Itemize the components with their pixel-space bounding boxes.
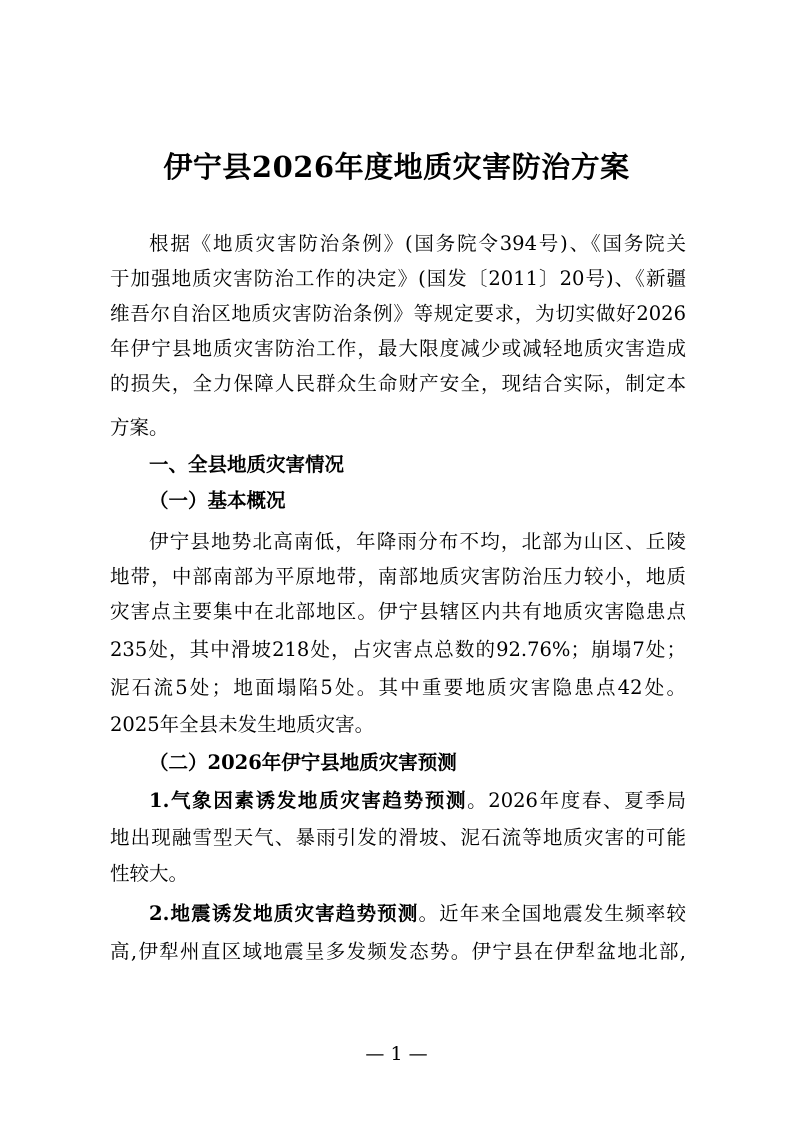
intro-line: 于加强地质灾害防治工作的决定》(国发〔2011〕20号)、《新疆 xyxy=(110,267,686,290)
body-line: 地出现融雪型天气、暴雨引发的滑坡、泥石流等地质灾害的可能 xyxy=(110,826,686,849)
body-line: 泥石流5处；地面塌陷5处。其中重要地质灾害隐患点42处。 xyxy=(110,676,686,699)
item-title: 2.地震诱发地质灾害趋势预测 xyxy=(149,902,419,925)
body-line xyxy=(149,901,686,927)
intro-line: 方案。 xyxy=(110,416,169,439)
item-title: 1.气象因素诱发地质灾害趋势预测 xyxy=(149,789,468,812)
subsection-heading: （二）2026年伊宁县地质灾害预测 xyxy=(149,751,457,774)
body-line: 高,伊犁州直区域地震呈多发频发态势。伊宁县在伊犁盆地北部, xyxy=(110,940,686,963)
document-title: 伊宁县2026年度地质灾害防治方案 xyxy=(163,150,630,184)
body-line xyxy=(149,788,686,814)
intro-line: 年伊宁县地质灾害防治工作，最大限度减少或减轻地质灾害造成 xyxy=(110,337,686,360)
subsection-heading: （一）基本概况 xyxy=(149,489,286,512)
body-line: 地带，中部南部为平原地带，南部地质灾害防治压力较小，地质 xyxy=(110,565,686,588)
body-line: 235处，其中滑坡218处，占灾害点总数的92.76%；崩塌7处； xyxy=(110,638,686,661)
body-line: 伊宁县地势北高南低，年降雨分布不均，北部为山区、丘陵 xyxy=(149,530,686,553)
intro-line: 的损失，全力保障人民群众生命财产安全，现结合实际，制定本 xyxy=(110,372,686,395)
page-number: — 1 — xyxy=(365,1043,428,1065)
intro-line: 根据《地质灾害防治条例》(国务院令394号)、《国务院关 xyxy=(149,232,686,255)
section-heading: 一、全县地质灾害情况 xyxy=(149,453,345,476)
intro-line: 维吾尔自治区地质灾害防治条例》等规定要求，为切实做好2026 xyxy=(110,302,686,325)
item-text: 。近年来全国地震发生频率较 xyxy=(418,902,686,925)
body-line: 2025年全县未发生地质灾害。 xyxy=(110,713,375,736)
item-text: 。2026年度春、夏季局 xyxy=(467,789,686,812)
body-line: 性较大。 xyxy=(110,862,189,885)
body-line: 灾害点主要集中在北部地区。伊宁县辖区内共有地质灾害隐患点 xyxy=(110,600,686,623)
